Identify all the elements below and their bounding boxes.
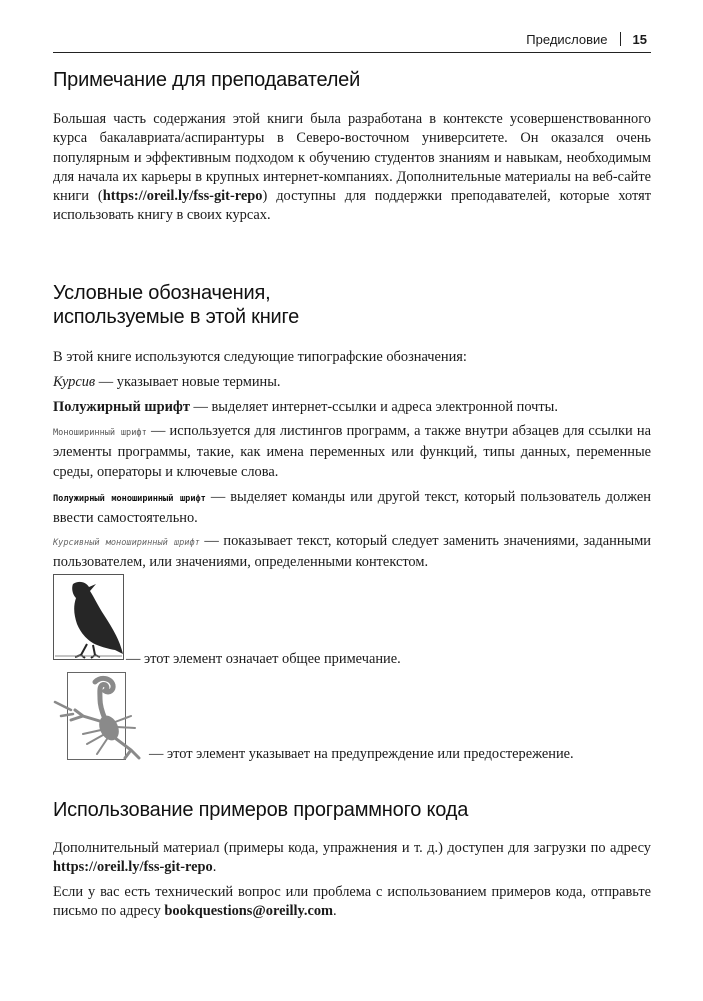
code-examples-paragraph-1: [53, 839, 651, 878]
convention-mono-italic: [53, 532, 651, 573]
mono-term: Моноширинный шрифт: [53, 428, 147, 438]
running-head-separator: [620, 32, 621, 46]
scorpion-icon: [53, 672, 148, 760]
running-head: [53, 28, 651, 53]
running-head-section: Предисловие: [526, 32, 608, 47]
note-caption: — этот элемент означает общее примечание.: [126, 651, 401, 667]
mono-bold-desc: — выделяет команды или другой текст, который пользователь должен ввести самостоятельно.: [53, 489, 651, 527]
book-page: [53, 0, 651, 1001]
email-link[interactable]: bookquestions@oreilly.com: [164, 903, 334, 920]
bold-term: Полужирный шрифт: [53, 399, 190, 415]
conventions-heading-line2: используемые в этой книге: [53, 306, 300, 328]
conventions-heading-line1: Условные обозначения,: [53, 282, 271, 304]
mono-bold-term: Полужирный моноширинный шрифт: [53, 494, 206, 504]
section-heading-teachers: Примечание для преподавателей: [53, 69, 361, 91]
section-heading-code-examples: Использование примеров программного кода: [53, 799, 469, 821]
section-heading-conventions: [53, 281, 299, 329]
crow-icon-graphic: [53, 574, 124, 660]
convention-mono: [53, 422, 651, 482]
convention-mono-bold: [53, 488, 651, 529]
warning-caption: — этот элемент указывает на предупреждение или предостережение.: [149, 746, 574, 762]
code-repo-link[interactable]: https://oreil.ly/fss-git-repo: [53, 859, 213, 876]
code-p2-end: .: [333, 903, 337, 920]
teachers-text-start: Большая часть содержания этой книги была разработана в контексте усовершенствованного курса бакалавриата/аспирантуры в Северо-восточном университете. Он оказался очень популярным и эффективным подходом к обучению студентов знаниям и навыкам, необходимым для начала их карьеры в крупных интернет-компаниях. Дополнительные материалы на веб-сайте книги (: [53, 111, 651, 205]
code-p2-text: Если у вас есть технический вопрос или проблема с использованием примеров кода, отправьте письмо по адресу: [53, 884, 651, 920]
teachers-paragraph: [53, 110, 651, 226]
mono-italic-desc: — показывает текст, который следует заменить значениями, заданными пользователем, или значениями, определенными контекстом.: [53, 533, 652, 571]
crow-icon: [53, 574, 124, 660]
code-p1-end: .: [212, 859, 217, 876]
page-number: 15: [632, 32, 647, 47]
convention-bold: [53, 398, 651, 417]
code-p1-text: Дополнительный материал (примеры кода, упражнения и т. д.) доступен для загрузки по адресу: [53, 840, 651, 856]
conventions-intro: В этой книге используются следующие типографские обозначения:: [53, 349, 467, 365]
italic-desc: — указывает новые термины.: [95, 374, 281, 390]
scorpion-icon-graphic: [53, 672, 148, 760]
italic-term: Курсив: [53, 374, 96, 390]
repo-link[interactable]: https://oreil.ly/fss-git-repo: [102, 188, 263, 205]
mono-desc: — используется для листингов программ, а также внутри абзацев для ссылки на элементы программы, такие, как имена переменных или функций, типы данных, переменные среды, операторы и ключевые слова.: [53, 423, 652, 480]
teachers-text-end: ) доступны для поддержки преподавателей, которые хотят использовать книгу в своих курсах.: [53, 188, 651, 224]
bold-desc: — выделяет интернет-ссылки и адреса электронной почты.: [189, 399, 558, 415]
mono-italic-term: Курсивный моноширинный шрифт: [53, 538, 200, 548]
convention-italic: [53, 373, 651, 392]
code-examples-paragraph-2: [53, 883, 651, 922]
